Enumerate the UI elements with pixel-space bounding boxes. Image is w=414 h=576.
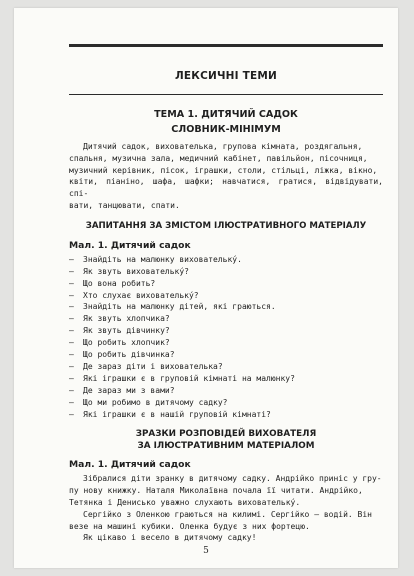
vocab-line: музичний керівник, пісок, іграшки, столи, стільці, ліжка, вікно, (69, 165, 378, 175)
question-item (69, 313, 383, 325)
question-item (69, 349, 383, 361)
question-item (69, 385, 383, 397)
question-item (69, 325, 383, 337)
question-item (69, 397, 383, 409)
dash-mark: — (69, 302, 74, 312)
picture-label: Мал. 1. Дитячий садок (69, 459, 191, 471)
dash-mark: — (69, 397, 74, 407)
dash-mark: — (69, 290, 74, 300)
dash-mark: — (69, 254, 74, 264)
dash-mark: — (69, 409, 74, 419)
dash-mark: — (69, 350, 74, 360)
question-text: Де зараз ми з вами? (83, 385, 175, 395)
question-text: Як звуть дівчинку? (83, 326, 170, 336)
question-item (69, 409, 383, 421)
vocab-line: спальня, музична зала, медичний кабінет, павільйон, пісочниця, (69, 153, 368, 163)
story-line: везе на машині кубики. Оленка будує з них фортецю. (69, 521, 310, 531)
question-item (69, 266, 383, 278)
story-line: Тетянка і Денисько уважно слухають вихователькý. (69, 498, 301, 508)
vocab-line: вати, танцювати, спати. (69, 200, 180, 210)
question-text: Які іграшки є в нашій груповій кімнаті? (83, 409, 271, 419)
question-text: Що ми робимо в дитячому садку? (83, 397, 228, 407)
story-paragraph (69, 473, 383, 508)
dash-mark: — (69, 326, 74, 336)
question-item (69, 361, 383, 373)
question-text: Хто слухає вихователькý? (83, 290, 199, 300)
dash-mark: — (69, 338, 74, 348)
question-item (69, 254, 383, 266)
story-line: Як цікаво і весело в дитячому садку! (83, 533, 257, 543)
story-line: Сергійко з Оленкою граються на килимі. Сергійко — водій. Він (83, 509, 372, 519)
page-content (69, 109, 383, 544)
question-text: Які іграшки є в груповій кімнаті на малюнку? (83, 373, 295, 383)
question-text: Знайдіть на малюнку дітей, які граються. (83, 302, 276, 312)
question-text: Що вона робить? (83, 278, 156, 288)
dash-mark: — (69, 314, 74, 324)
section-title: ЛЕКСИЧНІ ТЕМИ (175, 70, 277, 82)
question-list (69, 254, 383, 421)
page-number: 5 (203, 546, 209, 556)
question-item (69, 290, 383, 302)
question-text: Знайдіть на малюнку вихователькý. (83, 254, 242, 264)
vocab-title: СЛОВНИК-МІНІМУМ (171, 124, 281, 135)
question-text: Де зараз діти і вихователька? (83, 361, 223, 371)
question-text: Що робить хлопчик? (83, 338, 170, 348)
question-text: Як звуть вихователькý? (83, 266, 189, 276)
dash-mark: — (69, 373, 74, 383)
top-rule (69, 44, 383, 47)
vocab-line: квіти, піаніно, шафа, шафки; навчатися, гратися, відвідувати, спі- (69, 177, 383, 199)
dash-mark: — (69, 385, 74, 395)
story-paragraph (69, 532, 383, 544)
samples-title: ЗРАЗКИ РОЗПОВІДЕЙ ВИХОВАТЕЛЯ (135, 429, 317, 440)
dash-mark: — (69, 361, 74, 371)
theme-title: ТЕМА 1. ДИТЯЧИЙ САДОК (154, 109, 298, 120)
questions-title: ЗАПИТАННЯ ЗА ЗМІСТОМ ІЛЮСТРАТИВНОГО МАТЕРІАЛУ (85, 220, 367, 231)
vocab-paragraph (69, 141, 383, 212)
samples-subtitle: ЗА ІЛЮСТРАТИВНИМ МАТЕРІАЛОМ (137, 440, 315, 451)
question-item (69, 301, 383, 313)
question-item (69, 337, 383, 349)
question-text: Як звуть хлопчика? (83, 314, 170, 324)
book-page (14, 8, 398, 568)
story-line: пу нову книжку. Наталя Миколаївна почала її читати. Андрійко, (69, 486, 363, 496)
story-paragraph (69, 509, 383, 533)
dash-mark: — (69, 266, 74, 276)
question-text: Що робить дівчинка? (83, 350, 175, 360)
section-rule (69, 94, 383, 95)
question-item (69, 278, 383, 290)
picture-label: Мал. 1. Дитячий садок (69, 239, 191, 251)
question-item (69, 373, 383, 385)
story-line: Зібралися діти зранку в дитячому садку. Андрійко приніс у гру- (83, 474, 382, 484)
dash-mark: — (69, 278, 74, 288)
vocab-line: Дитячий садок, вихователька, групова кімната, роздягальня, (83, 142, 363, 151)
